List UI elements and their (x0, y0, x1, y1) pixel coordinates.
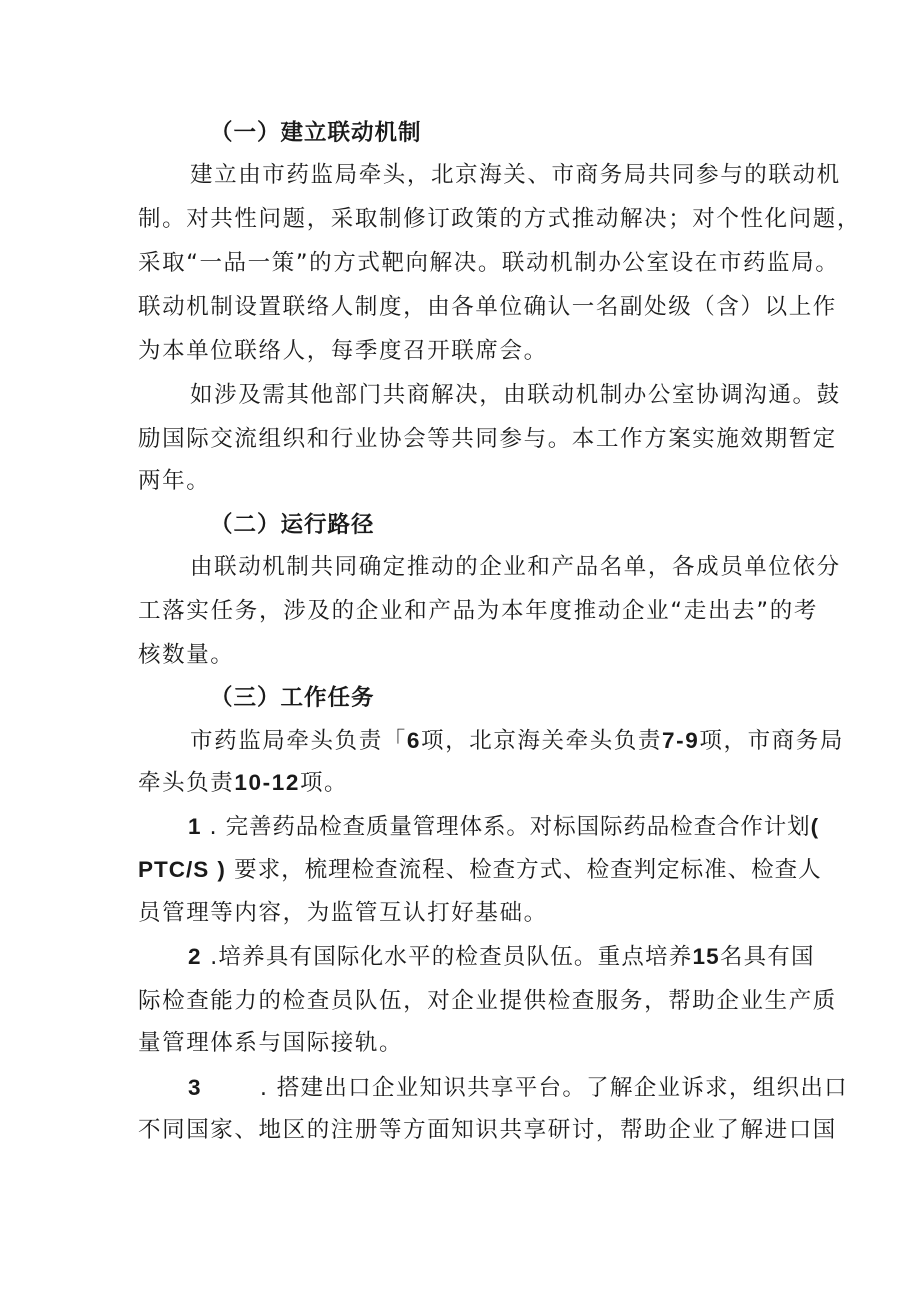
section-heading-1: （一）建立联动机制 (210, 120, 422, 146)
task-paren: ) (217, 857, 226, 882)
task-1-line-1 (188, 812, 868, 842)
task-text: 名具有国 (719, 944, 815, 970)
task-3-line-1 (188, 1073, 868, 1103)
task-text: .培养具有国际化水平的检查员队伍。重点培养 (201, 944, 693, 970)
intro-text: 市药监局牵头负责「 (190, 728, 407, 754)
paragraph-line: 励国际交流组织和行业协会等共同参与。本工作方案实施效期暂定 (138, 426, 837, 452)
intro-text: 项，市商务局 (699, 728, 844, 754)
task-2-line-2: 际检查能力的检查员队伍，对企业提供检查服务，帮助企业生产质 (138, 988, 837, 1014)
task-text: . 搭建出口企业知识共享平台。了解企业诉求，组织出口 (259, 1075, 848, 1101)
paragraph-line: 采取“一品一策”的方式靶向解决。联动机制办公室设在市药监局。 (138, 250, 840, 276)
intro-text: 项。 (299, 770, 349, 796)
paragraph-line: 核数量。 (138, 642, 235, 668)
section-heading-3: （三）工作任务 (210, 685, 375, 711)
task-1-line-3: 员管理等内容，为监管互认打好基础。 (138, 900, 548, 926)
task-number: 3 (188, 1075, 202, 1100)
paragraph-line: 为本单位联络人，每季度召开联席会。 (138, 338, 548, 364)
task-text: . 完善药品检查质量管理体系。对标国际药品检查合作计划 (201, 814, 811, 840)
intro-number: 10-12 (234, 770, 300, 795)
task-text: 要求，梳理检查流程、检查方式、检查判定标准、检查人 (225, 857, 822, 883)
intro-text: 牵头负责 (138, 770, 235, 796)
intro-number: 6 (406, 728, 422, 753)
task-code: PTC/S (138, 857, 210, 882)
paragraph-line: 联动机制设置联络人制度，由各单位确认一名副处级（含）以上作 (138, 294, 837, 320)
intro-line-2 (138, 768, 818, 798)
intro-line-1 (190, 726, 844, 756)
section-heading-2: （二）运行路径 (210, 512, 375, 538)
paragraph-line: 建立由市药监局牵头，北京海关、市商务局共同参与的联动机 (190, 162, 841, 188)
task-number: 2 (188, 944, 202, 969)
paragraph-line: 制。对共性问题，采取制修订政策的方式推动解决；对个性化问题， (138, 206, 862, 232)
task-2-line-1 (188, 942, 868, 972)
task-3-line-2: 不同国家、地区的注册等方面知识共享研讨，帮助企业了解进口国 (138, 1117, 837, 1143)
paragraph-line: 由联动机制共同确定推动的企业和产品名单，各成员单位依分 (190, 554, 841, 580)
paragraph-line: 如涉及需其他部门共商解决，由联动机制办公室协调沟通。鼓 (190, 382, 841, 408)
task-number-inline: 15 (692, 944, 720, 969)
intro-number: 7-9 (662, 728, 700, 753)
task-1-line-2 (138, 855, 822, 885)
intro-text: 项，北京海关牵头负责 (421, 728, 663, 754)
paragraph-line: 工落实任务，涉及的企业和产品为本年度推动企业“走出去”的考 (138, 598, 818, 624)
paragraph-line: 两年。 (138, 468, 211, 494)
task-paren: ( (810, 814, 819, 839)
task-number: 1 (188, 814, 202, 839)
task-2-line-3: 量管理体系与国际接轨。 (138, 1030, 404, 1056)
